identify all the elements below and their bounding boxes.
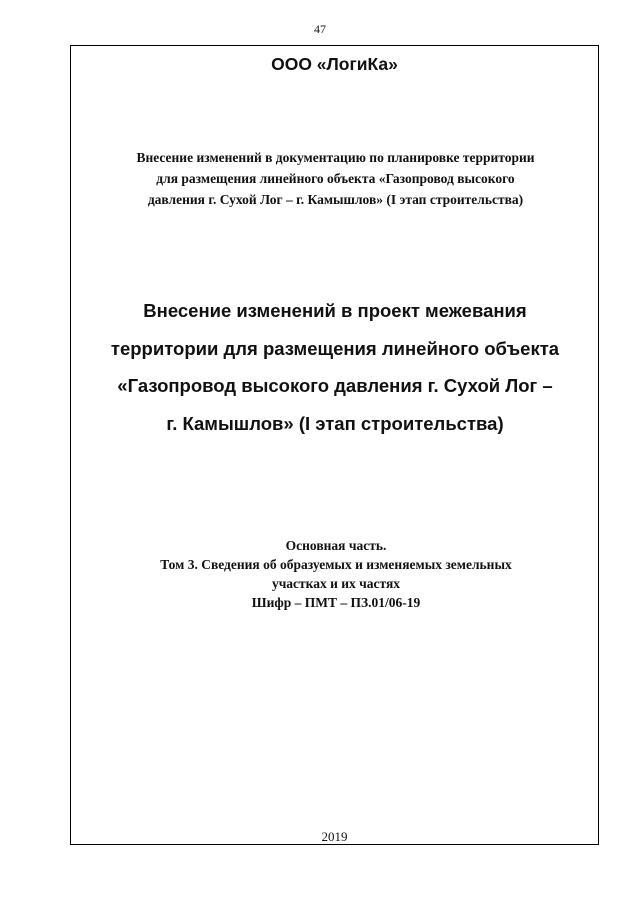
organization-name: ООО «ЛогиКа» — [271, 54, 398, 74]
volume-title-line: Том 3. Сведения об образуемых и изменяемых земельных — [160, 557, 512, 572]
cipher-code: Шифр – ПМТ – ПЗ.01/06-19 — [251, 595, 421, 610]
subtitle-line: для размещения линейного объекта «Газопровод высокого — [156, 171, 515, 186]
subtitle-line: давления г. Сухой Лог – г. Камышлов» (I этап строительства) — [147, 192, 524, 207]
project-title — [85, 292, 585, 442]
title-page-frame — [70, 45, 599, 845]
volume-info — [111, 536, 561, 612]
title-line: Внесение изменений в проект межевания — [143, 300, 527, 321]
year: 2019 — [321, 829, 348, 844]
part-label: Основная часть. — [285, 538, 387, 553]
title-line: территории для размещения линейного объекта — [110, 337, 560, 359]
subtitle-line: Внесение изменений в документацию по планировке территории — [136, 150, 535, 165]
documentation-subtitle — [73, 147, 598, 210]
title-line: «Газопровод высокого давления г. Сухой Лог – — [117, 375, 553, 396]
page-number: 47 — [314, 22, 326, 36]
title-line: г. Камышлов» (I этап строительства) — [166, 412, 504, 434]
volume-title-line: участках и их частях — [271, 576, 401, 591]
